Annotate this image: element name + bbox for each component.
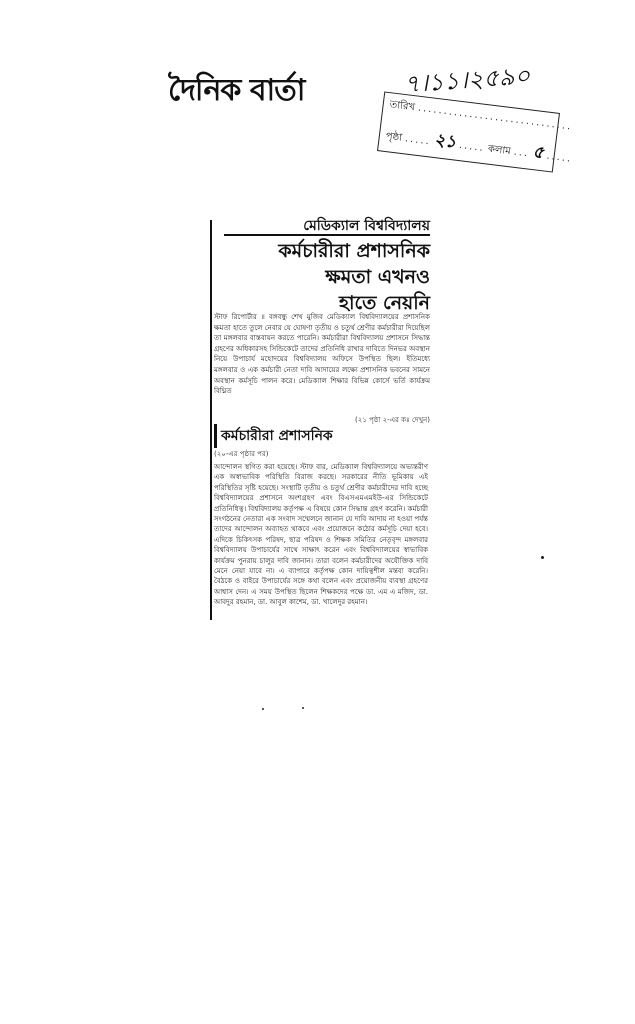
stamp-page-value: ২১	[433, 129, 458, 153]
newspaper-masthead	[168, 66, 308, 112]
continued-reference: (২১ পৃষ্ঠা ২-এর কঃ দেখুন)	[355, 416, 430, 424]
headline-line: ক্ষমতা এখনও	[325, 266, 430, 288]
article-lead-paragraph: স্টাফ রিপোর্টার ॥ বঙ্গবন্ধু শেখ মুজিব মেডিক্যাল বিশ্ববিদ্যালয়ের প্রশাসনিক ক্ষমতা হাতে তুলে নেবার যে ঘোষণা তৃতীয় ও চতুর্থ শ্রেণীর কর্মচারীরা দিয়েছিল তা মঙ্গলবার বাস্তবায়ন করতে পারেনি। কর্মচারীরা বিশ্ববিদ্যালয় প্রশাসনে সিদ্ধান্ত গ্রহণের অধিকারসহ সিন্ডিকেটে তাদের প্রতিনিধি রাখার দাবিতে দিনভর অবস্থান নিয়ে উপাচার্য মহোদয়ের বিশ্ববিদ্যালয় অফিসে উপস্থিত ছিল। ইতিমধ্যে মঙ্গলবার ও এক কর্মচারী নেতা দাবি আদায়ের লক্ষ্যে প্রশাসনিক ভবনের সামনে অবস্থান কর্মসূচি পালন করে। মেডিক্যাল শিক্ষার বিভিন্ন কোর্সে ভর্তি কার্যক্রম বিঘ্নিত	[214, 313, 430, 396]
date-stamp	[377, 91, 573, 172]
scan-speck	[541, 556, 544, 559]
stamp-dots: .....	[404, 133, 432, 148]
from-page-reference: (২০-এর পৃষ্ঠার পর)	[214, 450, 269, 458]
stamp-page-label: পৃষ্ঠা	[385, 131, 403, 144]
stamp-dots: ...	[513, 146, 530, 160]
article-headline	[224, 238, 430, 316]
stamp-column-label: কলাম	[487, 143, 512, 158]
scan-speck	[262, 708, 264, 710]
stamp-dots: .....	[458, 139, 486, 155]
masthead-title: দৈনিক বার্তা	[168, 73, 305, 108]
article-kicker: মেডিক্যাল বিশ্ববিদ্যালয়	[303, 218, 430, 234]
stamp-column-value: ৫	[531, 142, 545, 164]
continuation-headline: কর্মচারীরা প্রশাসনিক	[214, 424, 430, 448]
handwritten-accession-number: ৭।১১।২৫৯০	[403, 61, 531, 99]
scan-speck	[302, 707, 304, 709]
stamp-date-blank: ..............................	[417, 102, 573, 133]
kicker-underline	[224, 234, 430, 236]
column-rule	[210, 220, 212, 620]
stamp-date-label: তারিখ	[389, 99, 416, 114]
headline-line: হাতে নেয়নি	[338, 292, 430, 314]
article-body: আন্দোলন স্থগিত করা হয়েছে। স্টাফ বার, মেডিক্যাল বিশ্ববিদ্যালয়ে অভ্যন্তরীণ এক অস্বাভাবিক পরিস্থিতি বিরাজ করছে। সরকারের নীতি ভূমিকায় এই পরিস্থিতির সৃষ্টি হয়েছে। সংস্থাটি তৃতীয় ও চতুর্থ শ্রেণীর কর্মচারীদের দাবি হচ্ছে বিশ্ববিদ্যালয়ের প্রশাসনে অংশগ্রহণ এবং বিএসএমএমইউ-এর সিন্ডিকেটে প্রতিনিধিত্ব। বিশ্ববিদ্যালয় কর্তৃপক্ষ এ বিষয়ে কোন সিদ্ধান্ত গ্রহণ করেনি। কর্মচারী সংগঠনের নেতারা এক সংবাদ সম্মেলনে জানান যে দাবি আদায় না হওয়া পর্যন্ত তাদের আন্দোলন অব্যাহত থাকবে এবং প্রয়োজনে কঠোর কর্মসূচি দেয়া হবে। এদিকে চিকিৎসক পরিষদ, ছাত্র পরিষদ ও শিক্ষক সমিতির নেতৃবৃন্দ মঙ্গলবার বিশ্ববিদ্যালয় উপাচার্যের সাথে সাক্ষাৎ করেন এবং বিশ্ববিদ্যালয়ের স্বাভাবিক কার্যক্রম পুনরায় চালুর দাবি জানান। তারা বলেন কর্মচারীদের অযৌক্তিক দাবি মেনে নেয়া যাবে না। এ ব্যাপারে কর্তৃপক্ষ কোন দায়িত্বশীল মন্তব্য করেনি। বৈঠকে ও বাইরে উপাচার্যের সঙ্গে কথা বলেন এবং প্রয়োজনীয় ব্যবস্থা গ্রহণের আশ্বাস দেন। এ সময় উপস্থিত ছিলেন শিক্ষকদের পক্ষে ডা. এম এ মজিদ, ডা. আবদুর রহমান, ডা. আবুল কাশেম, ডা. খালেদুর রহমান।	[214, 463, 428, 607]
headline-line: কর্মচারীরা প্রশাসনিক	[278, 240, 430, 262]
stamp-dots: .....	[545, 150, 573, 165]
newspaper-clipping	[200, 212, 432, 732]
